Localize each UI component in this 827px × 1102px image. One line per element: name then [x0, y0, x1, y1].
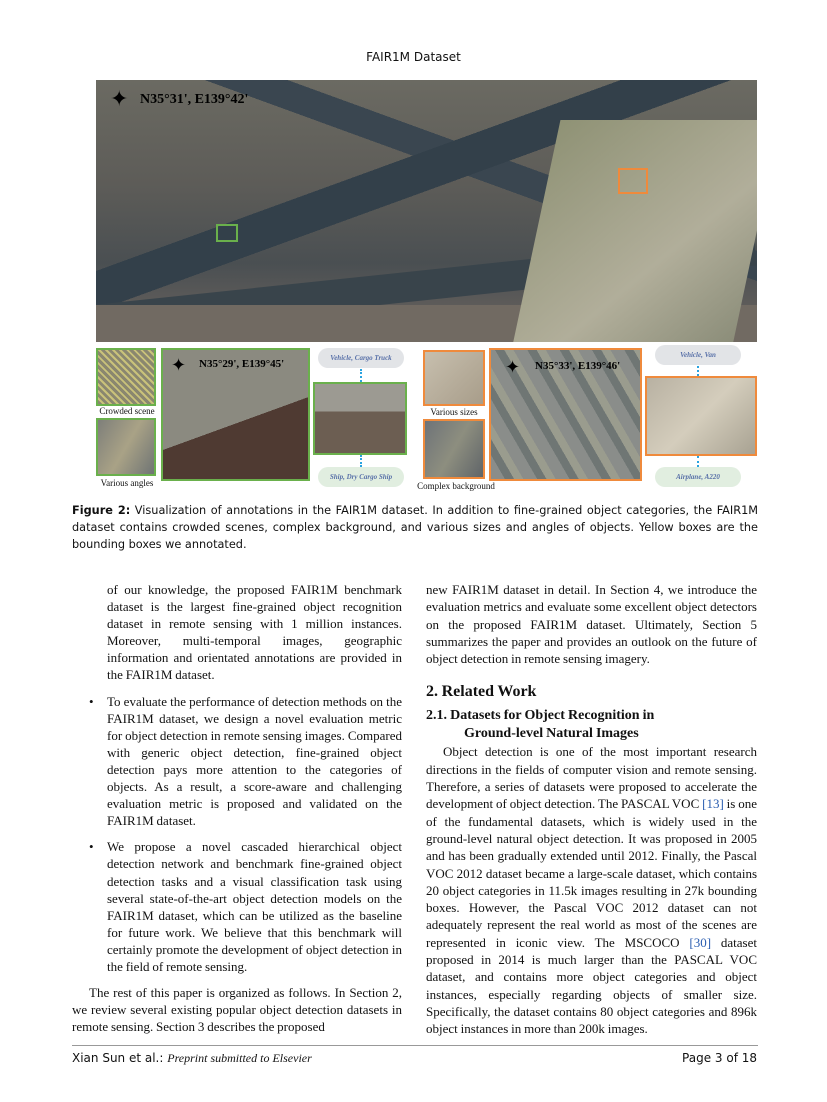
cargo-ship-image: [313, 382, 407, 455]
label-crowded: Crowded scene: [99, 406, 155, 416]
bullet-item: • To evaluate the performance of detection methods on the FAIR1M dataset, we design a novel evaluation metric for object detection in remote sensing images. Compared with generic object detection, fine-grained object detection pays more attention to the categories of objects. As a result, a score-aware and challenging evaluation metric is proposed and validated on the FAIR1M dataset.: [89, 693, 402, 829]
page-number: Page 3 of 18: [682, 1051, 757, 1065]
label-complex: Complex background: [417, 481, 495, 491]
green-highlight-box: [216, 224, 238, 242]
cargo-area-zoom-image: [161, 348, 310, 481]
compass-icon: ✦: [171, 355, 187, 375]
airport-zoom-image: [489, 348, 642, 481]
compass-icon: ✦: [110, 86, 129, 111]
footer-authors: Xian Sun et al.:: [72, 1051, 168, 1065]
paragraph: The rest of this paper is organized as follows. In Section 2, we review several existing popular object detection datasets in remote sensing. Section 3 describes the proposed: [72, 985, 402, 1035]
orange-highlight-box: [618, 168, 648, 194]
pill-cargo-truck: Vehicle, Cargo Truck: [318, 348, 404, 368]
various-sizes-image: [423, 350, 485, 406]
dashed-connector: [360, 455, 362, 467]
dashed-connector: [360, 369, 362, 382]
label-sizes: Various sizes: [430, 407, 478, 417]
right-column: [426, 581, 757, 1038]
contribution-continuation: of our knowledge, the proposed FAIR1M benchmark dataset is the largest fine-grained object recognition dataset in remote sensing with 1 million instances. Moreover, multi-temporal images, geographic information and orientated annotations are provided in the FAIR1M dataset.: [107, 582, 402, 683]
various-angles-image: [96, 418, 156, 476]
running-header: FAIR1M Dataset: [366, 50, 461, 64]
pill-van: Vehicle, Van: [655, 345, 741, 365]
crowded-scene-image: [96, 348, 156, 406]
right-coordinate: N35°33', E139°46': [535, 360, 621, 372]
pill-dry-cargo-ship: Ship, Dry Cargo Ship: [318, 467, 404, 487]
footer-divider: [72, 1045, 758, 1046]
main-coordinate: N35°31', E139°42': [140, 92, 249, 107]
paragraph: new FAIR1M dataset in detail. In Section 4, we introduce the evaluation metrics and evaluate some excellent object detectors on the proposed FAIR1M dataset. Ultimately, Section 5 summarizes the paper and provides an outlook on the future of object detection in remote sensing imagery.: [426, 582, 757, 667]
aerial-overview-image: [96, 80, 757, 342]
bullet-text: To evaluate the performance of detection methods on the FAIR1M dataset, we design a novel evaluation metric for object detection in remote sensing images. Compared with generic object detection, fine-grained object detection pays more attention to the categories of objects. As a result, a score-aware and challenging evaluation metric is proposed and validated on the FAIR1M dataset.: [107, 693, 402, 829]
citation-link[interactable]: [13]: [702, 796, 724, 812]
bullet-item: • We propose a novel cascaded hierarchical object detection network and benchmark fine-grained object detection tasks and a visual classification task using several state-of-the-art object detection models on the FAIR1M dataset, which can be utilized as the baseline for future work. We believe that this benchmark will certainly promote the development of object detection in the field of remote sensing.: [89, 839, 402, 974]
footer-journal: Preprint submitted to Elsevier: [167, 1051, 312, 1065]
left-coordinate: N35°29', E139°45': [199, 358, 285, 370]
compass-icon: ✦: [505, 357, 521, 377]
caption-text: Visualization of annotations in the FAIR1M dataset. In addition to fine-grained object categories, the FAIR1M dataset contains crowded scenes, complex background, and various sizes and angles of objects. Yellow boxes are the bounding boxes we annotated.: [72, 504, 759, 551]
subsection-line: Ground-level Natural Images: [464, 726, 639, 742]
dashed-connector: [697, 366, 699, 376]
airplane-image: [645, 376, 757, 456]
footer-left: [72, 1051, 312, 1066]
figure-caption: [72, 502, 758, 553]
paragraph: Object detection is one of the most important research directions in the fields of computer vision and remote sensing. Therefore, a series of datasets were proposed to accelerate the development of object detection. The PASCAL VOC [13] is one of the fundamental datasets, which is widely used in the ground-level natural object detection. It was proposed in 2005 and has been gradually extended until 2012. Finally, the Pascal VOC 2012 dataset became a large-scale dataset, which contains 20 object categories in 11.5k images resulting in 27k bounding boxes. However, the Pascal VOC 2012 dataset can not adequately represent the real world as most of the scenes are represented in iconic view. The MSCOCO [30] dataset proposed in 2014 is much larger than the PASCAL VOC dataset, and contains more object categories and object instances, especially regarding objects of smaller size. Specifically, the dataset contains 80 object categories and 896k object instances in more than 200k images.: [426, 744, 757, 1037]
dashed-connector: [697, 456, 699, 467]
left-column: [72, 581, 402, 1035]
bullet-text: We propose a novel cascaded hierarchical object detection network and benchmark fine-grained object detection tasks and a visual classification task using several state-of-the-art object detection models on the FAIR1M dataset, which can be utilized as the baseline for future work. We believe that this benchmark will certainly promote the development of object detection in the field of remote sensing.: [107, 839, 402, 974]
section-heading: 2. Related Work: [426, 683, 537, 701]
subsection-heading: [426, 707, 757, 743]
caption-label: Figure 2:: [72, 504, 131, 517]
subsection-line: 2.1. Datasets for Object Recognition in: [426, 708, 655, 724]
pill-airplane-a220: Airplane, A220: [655, 467, 741, 487]
complex-background-image: [423, 419, 485, 479]
citation-link[interactable]: [30]: [689, 934, 712, 950]
label-angles: Various angles: [100, 478, 154, 488]
